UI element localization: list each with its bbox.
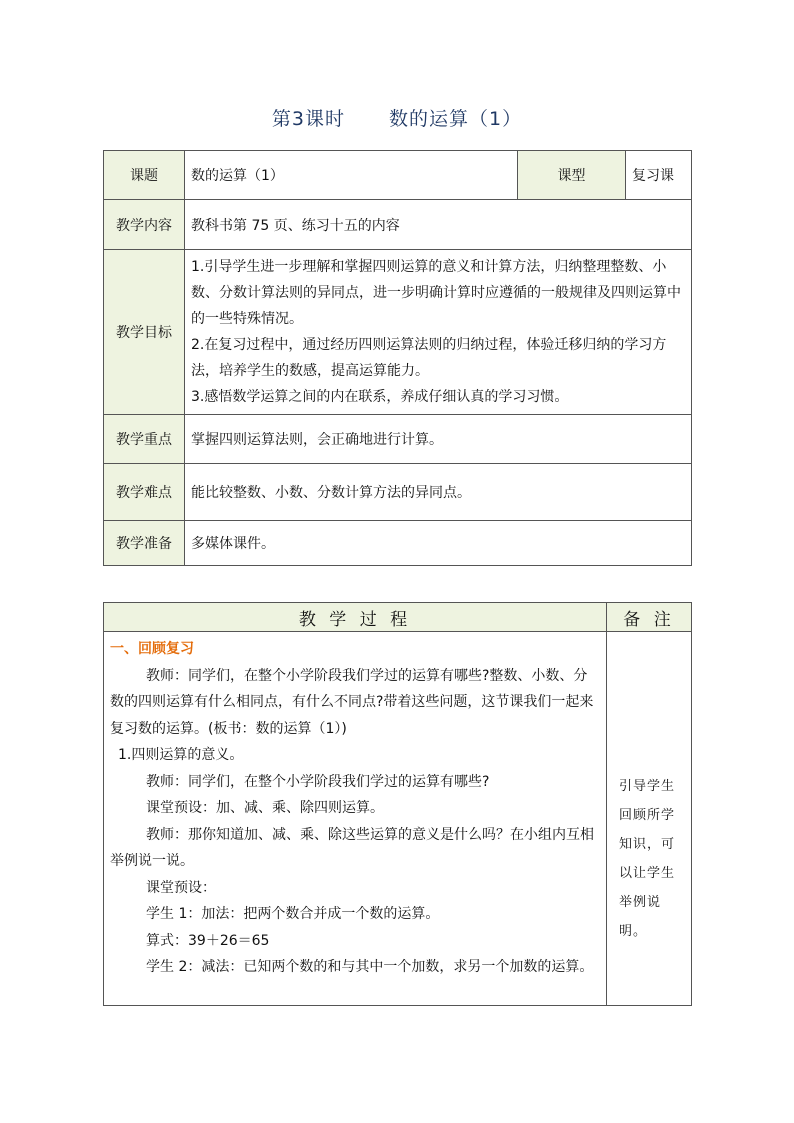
section-heading: 一、回顾复习 (110, 641, 194, 657)
paragraph: 算式：39＋26＝65 (146, 932, 270, 949)
difficult-value: 能比较整数、小数、分数计算方法的异同点。 (185, 464, 692, 521)
note-content (607, 632, 692, 1006)
paragraph: 学生 1：加法：把两个数合并成一个数的运算。 (146, 906, 440, 922)
note-header: 备 注 (607, 603, 692, 632)
process-header: 教 学 过 程 (104, 603, 607, 632)
row-goals (104, 250, 692, 415)
row-content (104, 200, 692, 250)
note-line: 举例说明。 (619, 895, 662, 939)
note-line: 以让学生 (619, 866, 676, 881)
goal-item: 2.在复习过程中，通过经历四则运算法则的归纳过程，体验迁移归纳的学习方法，培养学生的数感，提高运算能力。 (191, 337, 667, 379)
note-line: 回顾所学 (619, 808, 676, 823)
subject-label: 课题 (104, 151, 185, 200)
note-line: 知识，可 (619, 837, 676, 852)
prep-value: 多媒体课件。 (185, 521, 692, 566)
row-preparation (104, 521, 692, 566)
process-content (104, 632, 607, 1006)
row-difficult-point (104, 464, 692, 521)
paragraph: 课堂预设：加、减、乘、除四则运算。 (146, 800, 384, 816)
paragraph: 学生 2：减法：已知两个数的和与其中一个加数，求另一个加数的运算。 (146, 959, 594, 975)
lesson-topic: 数的运算（1） (389, 108, 523, 130)
lesson-number: 第3课时 (271, 108, 345, 130)
teaching-process-table (103, 602, 692, 1006)
process-body-row (104, 632, 692, 1006)
type-value: 复习课 (626, 151, 692, 200)
content-label: 教学内容 (104, 200, 185, 250)
key-label: 教学重点 (104, 415, 185, 464)
content-value: 教科书第 75 页、练习十五的内容 (185, 200, 692, 250)
item-heading: 1.四则运算的意义。 (118, 747, 244, 763)
lesson-info-table (103, 150, 692, 566)
row-key-point (104, 415, 692, 464)
paragraph: 教师：同学们，在整个小学阶段我们学过的运算有哪些? (146, 773, 490, 790)
process-header-row (104, 603, 692, 632)
page-title (0, 104, 794, 131)
paragraph: 教师：那你知道加、减、乘、除这些运算的意义是什么吗？在小组内互相举例说一说。 (110, 826, 594, 869)
paragraph: 教师：同学们，在整个小学阶段我们学过的运算有哪些?整数、小数、分数的四则运算有什么相同点，有什么不同点?带着这些问题，这节课我们一起来复习数的运算。(板书：数的运算（1）) (110, 667, 594, 737)
goals-list (185, 250, 692, 415)
prep-label: 教学准备 (104, 521, 185, 566)
goal-item: 1.引导学生进一步理解和掌握四则运算的意义和计算方法，归纳整理整数、小数、分数计算法则的异同点，进一步明确计算时应遵循的一般规律及四则运算中的一些特殊情况。 (191, 259, 681, 327)
type-label: 课型 (518, 151, 626, 200)
goals-label: 教学目标 (104, 250, 185, 415)
goal-item: 3.感悟数学运算之间的内在联系，养成仔细认真的学习习惯。 (191, 389, 569, 405)
note-line: 引导学生 (619, 779, 676, 794)
key-value: 掌握四则运算法则，会正确地进行计算。 (185, 415, 692, 464)
paragraph: 课堂预设： (146, 879, 216, 896)
row-subject (104, 151, 692, 200)
subject-value: 数的运算（1） (185, 151, 518, 200)
difficult-label: 教学难点 (104, 464, 185, 521)
